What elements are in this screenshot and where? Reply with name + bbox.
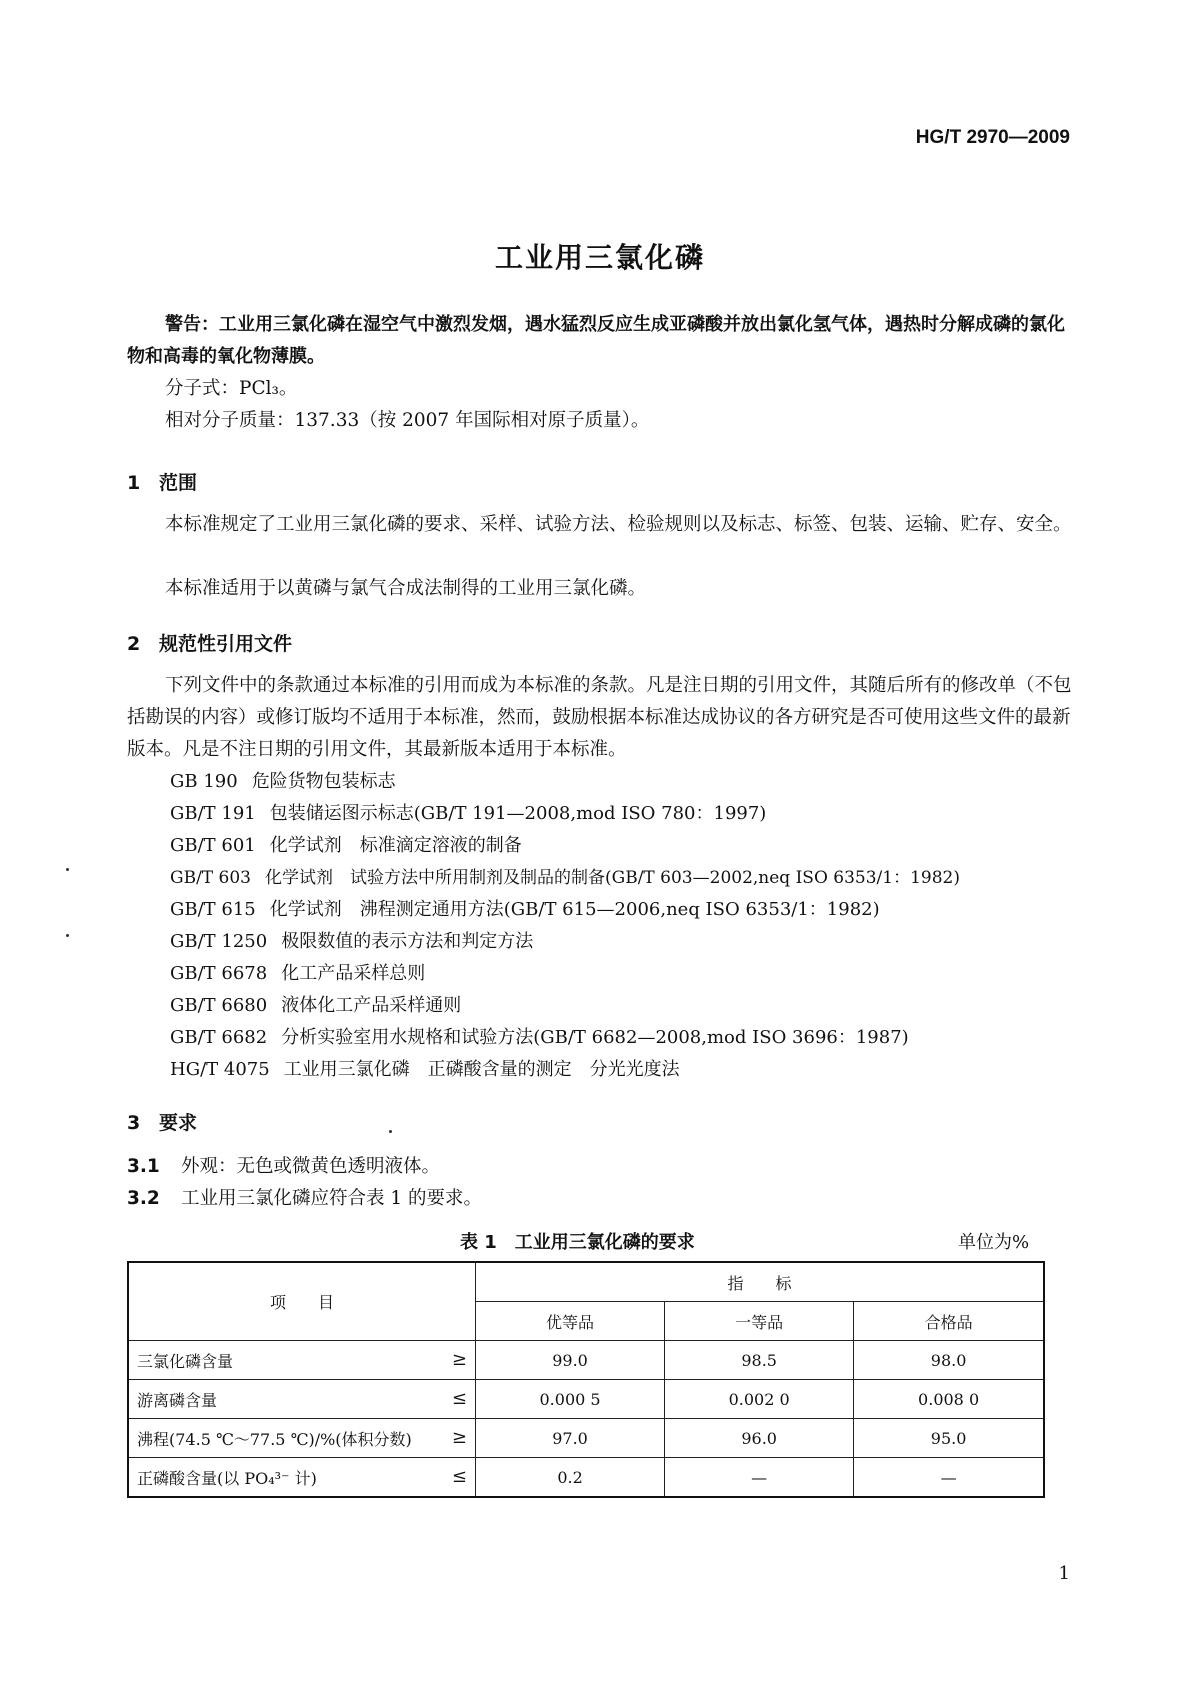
reference-title: 化学试剂 试验方法中所用制剂及制品的制备(GB/T 603—2002,neq ISO 6353/1：1982) bbox=[265, 868, 960, 888]
reference-item bbox=[170, 1022, 909, 1054]
clause-number: 3.1 bbox=[127, 1156, 160, 1177]
value-cell: 99.0 bbox=[476, 1341, 665, 1380]
reference-title: 分析实验室用水规格和试验方法(GB/T 6682—2008,mod ISO 3696：1987) bbox=[281, 1027, 909, 1048]
scan-speck bbox=[389, 1130, 392, 1133]
value-cell: 0.000 5 bbox=[476, 1380, 665, 1419]
value-cell: — bbox=[854, 1458, 1044, 1498]
item-label: 正磷酸含量(以 PO₄³⁻ 计) bbox=[137, 1468, 317, 1488]
relation-sign: ≤ bbox=[451, 1387, 467, 1409]
reference-title: 化学试剂 沸程测定通用方法(GB/T 615—2006,neq ISO 6353/1：1982) bbox=[269, 899, 880, 920]
reference-code: GB/T 1250 bbox=[170, 931, 268, 952]
table-header-row bbox=[128, 1262, 1044, 1302]
row-item bbox=[128, 1380, 476, 1419]
reference-code: GB/T 601 bbox=[170, 835, 256, 856]
reference-title: 化学试剂 标准滴定溶液的制备 bbox=[269, 835, 522, 856]
table-row bbox=[128, 1458, 1044, 1498]
row-item bbox=[128, 1341, 476, 1380]
section-3-heading bbox=[127, 1108, 197, 1135]
molar-mass-line: 相对分子质量：137.33（按 2007 年国际相对原子质量）。 bbox=[165, 410, 650, 431]
item-label: 沸程(74.5 ℃～77.5 ℃)/%(体积分数) bbox=[137, 1429, 412, 1449]
value-cell: 0.008 0 bbox=[854, 1380, 1044, 1419]
reference-item bbox=[170, 990, 461, 1022]
section-1-paragraph-1: 本标准规定了工业用三氯化磷的要求、采样、试验方法、检验规则以及标志、标签、包装、运输、贮存、安全。 bbox=[165, 514, 1072, 535]
reference-title: 液体化工产品采样通则 bbox=[281, 995, 462, 1016]
section-1-heading bbox=[127, 468, 197, 495]
relation-sign: ≤ bbox=[451, 1465, 467, 1487]
table-row bbox=[128, 1419, 1044, 1458]
header-grade: 一等品 bbox=[665, 1302, 854, 1341]
section-number: 3 bbox=[127, 1112, 141, 1134]
table-row bbox=[128, 1341, 1044, 1380]
reference-item bbox=[170, 766, 396, 798]
section-title: 要求 bbox=[159, 1112, 198, 1134]
header-grade: 合格品 bbox=[854, 1302, 1044, 1341]
reference-code: GB/T 6682 bbox=[170, 1027, 268, 1048]
section-2-paragraph: 下列文件中的条款通过本标准的引用而成为本标准的条款。凡是注日期的引用文件，其随后所有的修改单（不包括勘误的内容）或修订版均不适用于本标准，然而，鼓励根据本标准达成协议的各方研究是否可使用这些文件的最新版本。凡是不注日期的引用文件，其最新版本适用于本标准。 bbox=[127, 675, 1072, 760]
value-cell: 0.002 0 bbox=[665, 1380, 854, 1419]
reference-item bbox=[170, 958, 425, 990]
reference-title: 极限数值的表示方法和判定方法 bbox=[281, 931, 534, 952]
clause-3-2 bbox=[127, 1184, 482, 1210]
scan-speck bbox=[66, 868, 69, 871]
value-cell: 98.5 bbox=[665, 1341, 854, 1380]
relation-sign: ≥ bbox=[451, 1426, 467, 1448]
formula-line: 分子式：PCl₃。 bbox=[165, 378, 298, 399]
reference-item bbox=[170, 830, 522, 862]
clause-3-1 bbox=[127, 1152, 440, 1178]
standard-number: HG/T 2970—2009 bbox=[915, 127, 1070, 148]
section-title: 范围 bbox=[159, 472, 198, 494]
document-title: 工业用三氯化磷 bbox=[494, 241, 705, 274]
header-grade: 优等品 bbox=[476, 1302, 665, 1341]
reference-title: 包装储运图示标志(GB/T 191—2008,mod ISO 780：1997) bbox=[269, 803, 767, 824]
table-unit: 单位为% bbox=[958, 1232, 1030, 1253]
header-index: 指 标 bbox=[476, 1262, 1045, 1302]
reference-code: HG/T 4075 bbox=[170, 1059, 270, 1080]
reference-code: GB 190 bbox=[170, 771, 238, 792]
row-item bbox=[128, 1458, 476, 1498]
reference-code: GB/T 191 bbox=[170, 803, 256, 824]
reference-item bbox=[170, 1054, 680, 1086]
scan-speck bbox=[66, 934, 69, 937]
warning-text: 警告：工业用三氯化磷在湿空气中激烈发烟，遇水猛烈反应生成亚磷酸并放出氯化氢气体，遇热时分解成磷的氯化物和高毒的氧化物薄膜。 bbox=[127, 314, 1065, 367]
section-1-paragraph-2: 本标准适用于以黄磷与氯气合成法制得的工业用三氯化磷。 bbox=[165, 578, 647, 599]
section-number: 2 bbox=[127, 633, 141, 655]
value-cell: 97.0 bbox=[476, 1419, 665, 1458]
reference-title: 工业用三氯化磷 正磷酸含量的测定 分光光度法 bbox=[283, 1059, 680, 1080]
clause-number: 3.2 bbox=[127, 1188, 160, 1209]
section-2-heading bbox=[127, 629, 292, 656]
value-cell: 0.2 bbox=[476, 1458, 665, 1498]
table-caption: 表 1 工业用三氯化磷的要求 bbox=[460, 1232, 695, 1253]
clause-text: 工业用三氯化磷应符合表 1 的要求。 bbox=[181, 1188, 483, 1209]
section-number: 1 bbox=[127, 472, 141, 494]
reference-code: GB/T 615 bbox=[170, 899, 256, 920]
value-cell: 95.0 bbox=[854, 1419, 1044, 1458]
value-cell: — bbox=[665, 1458, 854, 1498]
reference-item bbox=[170, 798, 766, 830]
reference-title: 危险货物包装标志 bbox=[251, 771, 396, 792]
value-cell: 98.0 bbox=[854, 1341, 1044, 1380]
page-number: 1 bbox=[1058, 1563, 1070, 1584]
reference-item bbox=[170, 926, 533, 958]
item-label: 三氯化磷含量 bbox=[137, 1351, 234, 1371]
reference-item bbox=[170, 862, 960, 894]
reference-code: GB/T 603 bbox=[170, 868, 251, 888]
section-title: 规范性引用文件 bbox=[159, 633, 293, 655]
value-cell: 96.0 bbox=[665, 1419, 854, 1458]
row-item bbox=[128, 1419, 476, 1458]
clause-text: 外观：无色或微黄色透明液体。 bbox=[181, 1156, 441, 1177]
relation-sign: ≥ bbox=[451, 1348, 467, 1370]
reference-item bbox=[170, 894, 880, 926]
reference-code: GB/T 6678 bbox=[170, 963, 268, 984]
reference-code: GB/T 6680 bbox=[170, 995, 268, 1016]
header-item: 项 目 bbox=[128, 1262, 476, 1341]
requirements-table bbox=[127, 1261, 1045, 1498]
item-label: 游离磷含量 bbox=[137, 1390, 218, 1410]
table-row bbox=[128, 1380, 1044, 1419]
reference-title: 化工产品采样总则 bbox=[281, 963, 426, 984]
